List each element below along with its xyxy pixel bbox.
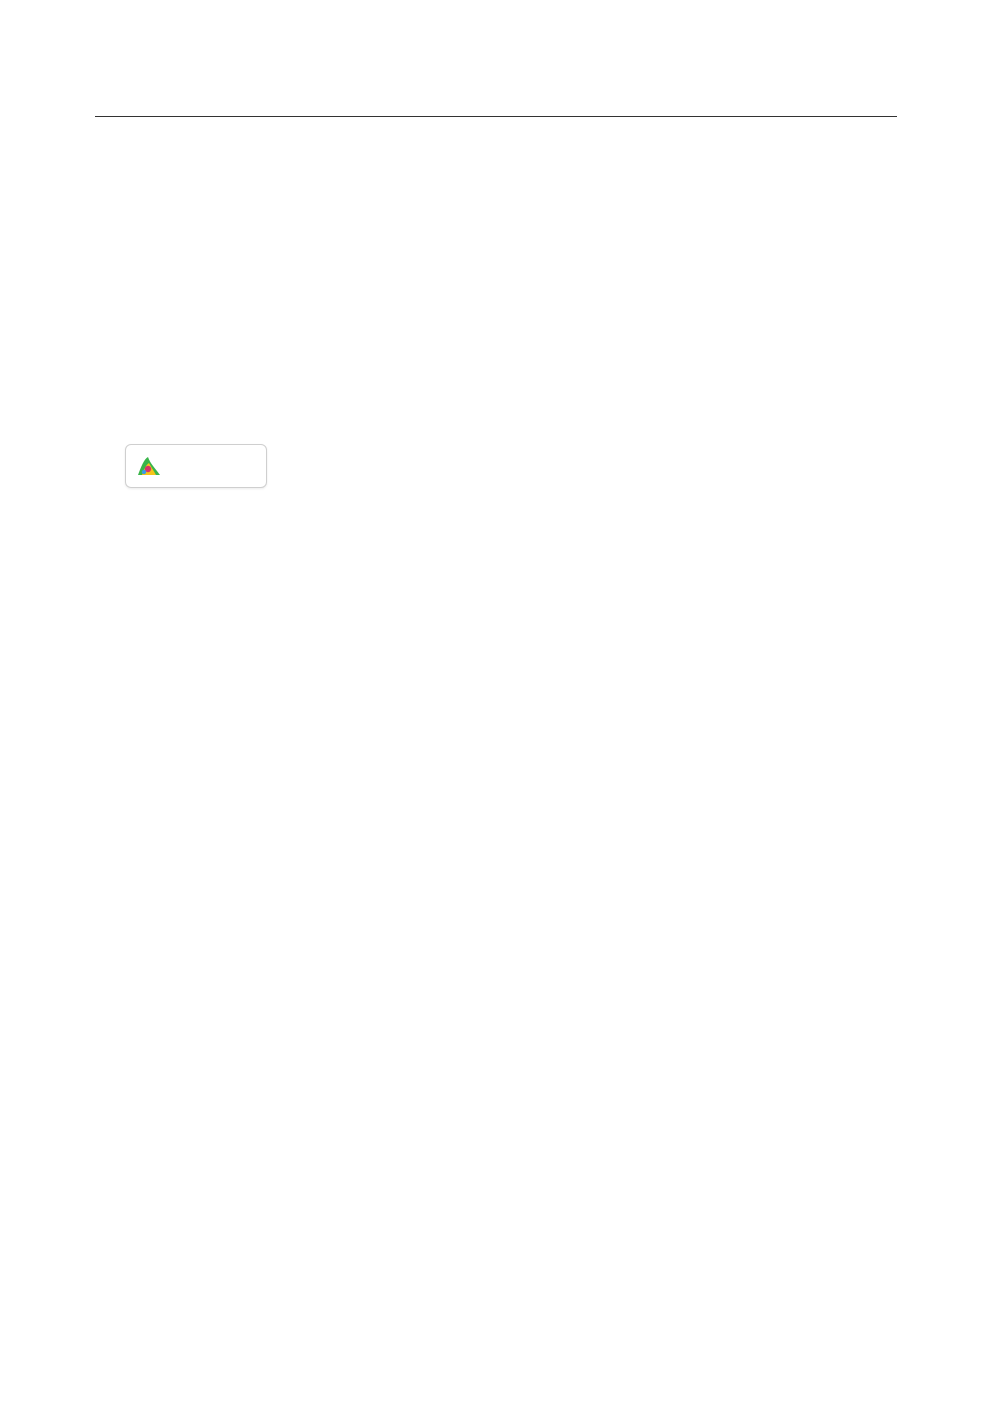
vosviewer-logo-icon: [136, 453, 162, 479]
running-header: [95, 94, 897, 117]
keyword-network-figure: [95, 408, 897, 1000]
network-graph: [95, 408, 897, 1000]
vosviewer-badge: [125, 444, 267, 488]
